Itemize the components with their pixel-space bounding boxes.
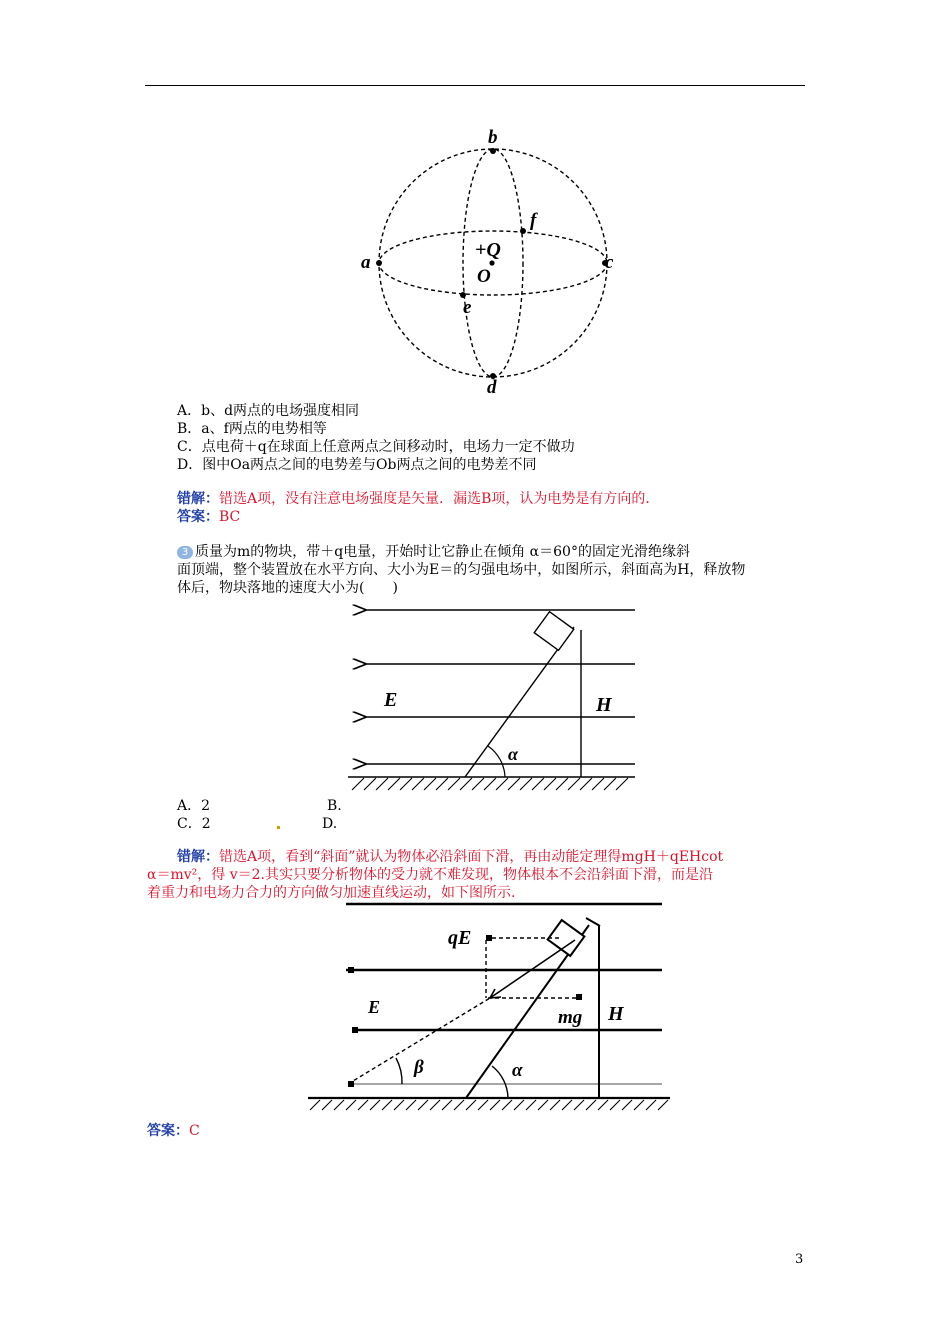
option-d: D．图中Oa两点之间的电势差与Ob两点之间的电势差不同: [177, 457, 537, 473]
answer-text: BC: [219, 509, 241, 525]
label-q: +Q: [475, 239, 501, 261]
q3-error-text-1: 错选A项，看到“斜面”就认为物体必沿斜面下滑，再由动能定理得mgH＋qEHcot: [219, 849, 724, 865]
sphere-figure: [355, 125, 625, 400]
label-b: b: [488, 127, 498, 148]
answer-label: 答案：: [177, 509, 219, 525]
incline-figure: [340, 600, 640, 795]
label-e: e: [463, 297, 472, 318]
label-a: a: [361, 252, 371, 273]
answer: [177, 508, 240, 526]
option-c: C．点电荷＋q在球面上任意两点之间移动时，电场力一定不做功: [177, 439, 575, 455]
error-analysis: [177, 490, 659, 508]
q3-option-c: C．2: [177, 816, 211, 832]
label-c: c: [605, 252, 614, 273]
field-label-e: E: [384, 689, 398, 711]
label-f: f: [530, 210, 537, 231]
q3-answer-text: C: [189, 1123, 200, 1139]
q3-stem-line-2: 面顶端，整个装置放在水平方向、大小为E＝的匀强电场中，如图所示，斜面高为H，释放物: [177, 562, 746, 578]
q3-stem-text-1: 质量为m的物块，带＋q电量，开始时让它静止在倾角 α＝60°的固定光滑绝缘斜: [195, 544, 690, 560]
field-label-e2: E: [368, 997, 381, 1017]
q3-option-b: B.: [327, 798, 342, 814]
page-number: 3: [795, 1252, 804, 1267]
label-o: O: [477, 266, 491, 287]
q3-option-a: A．2: [177, 798, 211, 814]
stray-dot: [277, 826, 280, 829]
q3-error-line-1: [177, 848, 723, 866]
error-label: 错解：: [177, 491, 219, 507]
angle-label-alpha: α: [508, 744, 518, 764]
force-label-qe: qE: [448, 927, 472, 949]
force-label-mg: mg: [558, 1007, 583, 1028]
question-number-badge: 3: [177, 546, 193, 559]
q3-stem-line-3: 体后，物块落地的速度大小为( ): [177, 580, 398, 596]
force-analysis-figure: [300, 898, 675, 1120]
q3-option-d: D.: [322, 816, 338, 832]
q3-error-line-2: α＝mv²，得 v＝2.其实只要分析物体的受力就不难发现，物体根本不会沿斜面下滑，而是沿: [147, 867, 713, 883]
height-label-h: H: [596, 694, 612, 716]
option-b: B．a、f两点的电势相等: [177, 421, 327, 437]
q3-answer: [147, 1122, 200, 1140]
q3-answer-label: 答案：: [147, 1123, 189, 1139]
q3-stem-line-1: [177, 543, 690, 561]
angle-label-beta: β: [414, 1057, 424, 1078]
q3-error-label: 错解：: [177, 849, 219, 865]
angle-label-alpha2: α: [512, 1060, 523, 1081]
error-text: 错选A项，没有注意电场强度是矢量．漏选B项，认为电势是有方向的．: [219, 491, 660, 507]
header-rule: [145, 85, 805, 86]
option-a: A．b、d两点的电场强度相同: [177, 403, 360, 419]
q3-error-line-3: 着重力和电场力合力的方向做匀加速直线运动，如下图所示.: [147, 885, 516, 901]
height-label-h2: H: [608, 1003, 624, 1025]
label-d: d: [487, 377, 497, 398]
